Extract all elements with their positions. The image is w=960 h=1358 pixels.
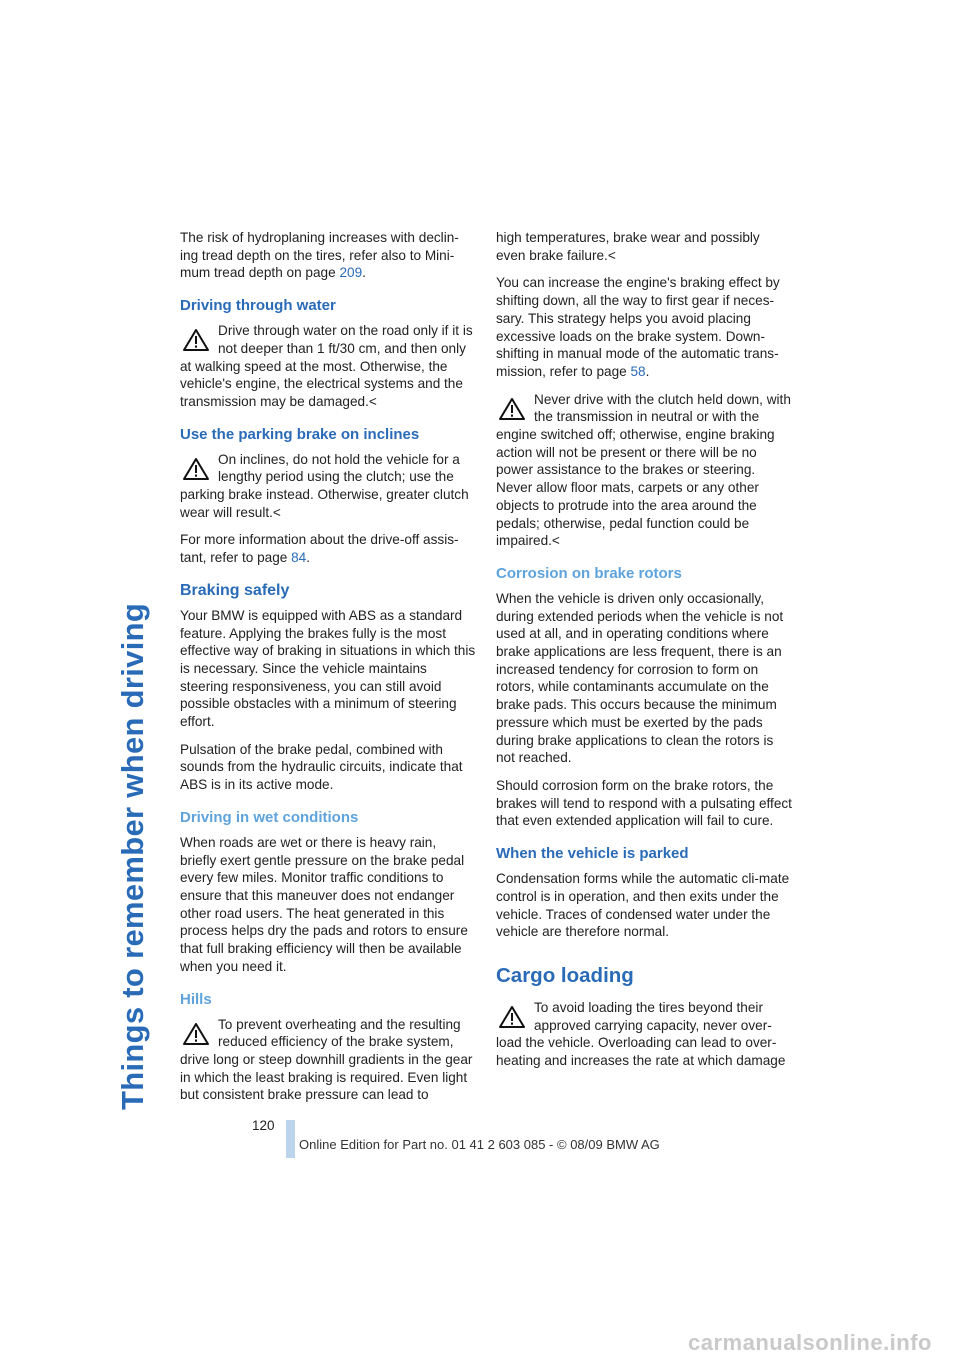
page-link-84[interactable]: 84 [291,550,307,566]
driveoff-text: For more information about the drive-off assis-tant, refer to page [180,532,459,566]
warning-triangle-icon [498,1005,526,1029]
page-number: 120 [252,1118,275,1133]
page-link-209[interactable]: 209 [339,265,363,281]
warning-hills [180,1016,476,1105]
engine-braking-paragraph: You can increase the engine's braking effect by shifting down, all the way to first gear if neces-sary. This strategy helps you avoid placing excessive loads on the brake system. Down-shifting in manual mode of the automatic trans-mission, refer to page 58. [496,275,780,379]
warning-cargo-text: To avoid loading the tires beyond their approved carrying capacity, never over-load the vehicle. Overloading can lead to over-heating and increases the rate at which damage [496,999,786,1069]
footer-edition-text: Online Edition for Part no. 01 41 2 603 085 - © 08/09 BMW AG [299,1137,660,1152]
warning-triangle-icon [182,1022,210,1046]
warning-clutch [496,391,792,550]
left-column [180,229,476,1114]
heading-corrosion: Corrosion on brake rotors [496,564,682,582]
warning-triangle-icon [498,397,526,421]
heading-wet-conditions: Driving in wet conditions [180,808,359,826]
heading-cargo-loading: Cargo loading [496,963,634,987]
warning-water-text: Drive through water on the road only if it is not deeper than 1 ft/30 cm, and then only at walking speed at the most. Otherwise, the vehicle's engine, the electrical systems and the transmission may be damaged.< [180,323,473,409]
heading-driving-through-water: Driving through water [180,297,336,315]
intro-text: The risk of hydroplaning increases with declin-ing tread depth on the tires, refer also to Mini-mum tread depth on page [180,230,459,281]
warning-triangle-icon [182,328,210,352]
warning-parking-text: On inclines, do not hold the vehicle for a lengthy period using the clutch; use the parking brake instead. Otherwise, greater clutch wear will result.< [180,451,469,520]
braking-paragraph-2: Pulsation of the brake pedal, combined with sounds from the hydraulic circuits, indicate that ABS is in its active mode. [180,741,463,793]
corrosion-paragraph-2: Should corrosion form on the brake rotors, the brakes will tend to respond with a pulsating effect that even extended application will fail to cure. [496,777,792,829]
side-section-title [112,230,152,1110]
parked-paragraph: Condensation forms while the automatic cli-mate control is in operation, and then exits under the vehicle. Traces of condensed water under the vehicle are therefore normal. [496,871,790,940]
braking-paragraph-1: Your BMW is equipped with ABS as a standard feature. Applying the brakes fully is the most effective way of braking in situations in which this is necessary. Since the vehicle maintains steering responsiveness, you can still avoid possible obstacles with a minimum of steering effort. [180,607,476,730]
heading-vehicle-parked: When the vehicle is parked [496,845,689,863]
corrosion-paragraph-1: When the vehicle is driven only occasionally, during extended periods when the vehicle is not used at all, and in operating conditions where brake applications are less frequent, there is an increased tendency for corrosion to form on rotors, while contaminants accumulate on the brake pads. This occurs because the minimum pressure which must be exerted by the pads during brake applications to clean the rotors is not reached. [496,590,784,766]
warning-parking [180,451,476,522]
continued-paragraph: high temperatures, brake wear and possibly even brake failure.< [496,230,760,263]
side-title-text: Things to remember when driving [115,602,150,1110]
warning-water [180,322,476,411]
footer-accent-bar [286,1120,295,1158]
warning-clutch-text: Never drive with the clutch held down, with the transmission in neutral or with the engine switched off; otherwise, engine braking action will not be present or there will be no power assistance to the brakes or steering. Never allow floor mats, carpets or any other objects to protrude into the area around the pedals; otherwise, pedal function could be impaired.< [496,391,791,549]
page-link-58[interactable]: 58 [630,363,646,379]
warning-hills-text: To prevent overheating and the resulting reduced efficiency of the brake system, drive long or steep downhill gradients in the gear in which the least braking is required. Even light but consistent brake pressure can lead to [180,1016,473,1103]
heading-hills: Hills [180,990,212,1008]
engine-braking-text: You can increase the engine's braking effect by shifting down, all the way to first gear if neces-sary. This strategy helps you avoid placing excessive loads on the brake system. Down-shifting in manual mode of the automatic trans-mission, refer to page [496,275,780,379]
intro-paragraph: The risk of hydroplaning increases with declin-ing tread depth on the tires, refer also to Mini-mum tread depth on page 209. [180,230,459,281]
heading-parking-brake-inclines: Use the parking brake on inclines [180,425,420,443]
heading-braking-safely: Braking safely [180,581,290,599]
right-column [496,229,792,1080]
warning-triangle-icon [182,457,210,481]
warning-cargo [496,999,792,1070]
driveoff-paragraph: For more information about the drive-off assis-tant, refer to page 84. [180,532,459,566]
wet-paragraph: When roads are wet or there is heavy rain, briefly exert gentle pressure on the brake pedal every few miles. Monitor traffic conditions to ensure that this maneuver does not endanger other road users. The heat generated in this process helps dry the pads and rotors to ensure that full braking efficiency will then be available when you need it. [180,834,468,974]
watermark-text: carmanualsonline.info [688,1330,932,1355]
